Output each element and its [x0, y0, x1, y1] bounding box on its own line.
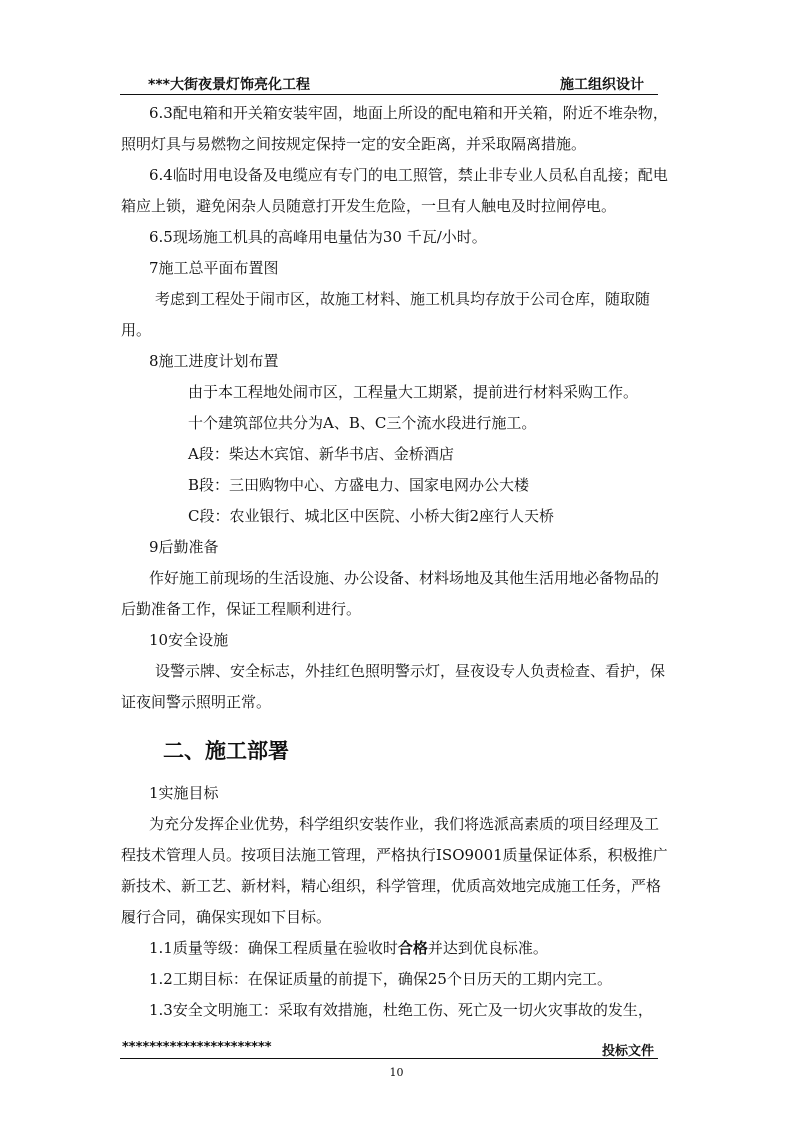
section-7-title: 7施工总平面布置图: [149, 259, 279, 277]
chapter-heading: 二、施工部署: [163, 739, 289, 763]
section-8-line-1: 由于本工程地处闹市区，工程量大工期紧，提前进行材料采购工作。: [188, 383, 639, 401]
section-8-segment-a: A段：柴达木宾馆、新华书店、金桥酒店: [188, 445, 454, 463]
document-body: [121, 98, 673, 1026]
section-8-title: 8施工进度计划布置: [149, 352, 279, 370]
page-number: 10: [389, 1066, 404, 1079]
header-document-type: 施工组织设计: [560, 77, 644, 93]
paragraph-1-1-text-after: 并达到优良标准。: [427, 939, 548, 957]
paragraph-1-1-text-before: 1.1质量等级：确保工程质量在验收时: [149, 939, 398, 957]
paragraph-6-4: 6.4临时用电设备及电缆应有专门的电工照管，禁止非专业人员私自乱接；配电箱应上锁，避免闲杂人员随意打开发生危险，一旦有人触电及时拉闸停电。: [121, 166, 668, 215]
section-8-line-2: 十个建筑部位共分为A、B、C三个流水段进行施工。: [188, 414, 537, 432]
paragraph-6-5: 6.5现场施工机具的高峰用电量估为30 千瓦/小时。: [149, 228, 487, 246]
paragraph-1-2: 1.2工期目标：在保证质量的前提下，确保25个日历天的工期内完工。: [149, 970, 612, 988]
page-footer: [120, 1040, 658, 1059]
section-10-body: 设警示牌、安全标志，外挂红色照明警示灯，昼夜设专人负责检查、看护，保证夜间警示照明正常。: [121, 662, 666, 711]
paragraph-6-3: 6.3配电箱和开关箱安装牢固，地面上所设的配电箱和开关箱，附近不堆杂物，照明灯具与易燃物之间按规定保持一定的安全距离，并采取隔离措施。: [121, 104, 668, 153]
section-7-body: [121, 284, 673, 346]
section-8-segment-c: C段：农业银行、城北区中医院、小桥大街2座行人天桥: [188, 507, 555, 525]
header-project-title: ***大街夜景灯饰亮化工程: [148, 77, 310, 93]
section-7-body-text: 考虑到工程处于闹市区，故施工材料、施工机具均存放于公司仓库，随取随用。: [121, 290, 651, 339]
footer-document-label: 投标文件: [601, 1044, 654, 1059]
section-1-body: 为充分发挥企业优势，科学组织安装作业，我们将选派高素质的项目经理及工程技术管理人员。按项目法施工管理，严格执行ISO9001质量保证体系，积极推广新技术、新工艺、新材料，精心组织，科学管理，优质高效地完成施工任务，严格履行合同，确保实现如下目标。: [121, 815, 668, 926]
section-8-segment-b: B段：三田购物中心、方盛电力、国家电网办公大楼: [188, 476, 530, 494]
paragraph-1-1: [121, 933, 673, 964]
section-1-title: 1实施目标: [149, 784, 219, 802]
page-header: [120, 72, 658, 95]
paragraph-1-1-bold: 合格: [397, 939, 428, 957]
paragraph-1-3: 1.3安全文明施工：采取有效措施，杜绝工伤、死亡及一切火灾事故的发生，: [149, 1001, 653, 1019]
section-9-body: 作好施工前现场的生活设施、办公设备、材料场地及其他生活用地必备物品的后勤准备工作，保证工程顺利进行。: [121, 569, 660, 618]
section-9-title: 9后勤准备: [149, 538, 219, 556]
footer-asterisks: **********************: [122, 1040, 272, 1055]
section-10-title: 10安全设施: [149, 631, 229, 649]
